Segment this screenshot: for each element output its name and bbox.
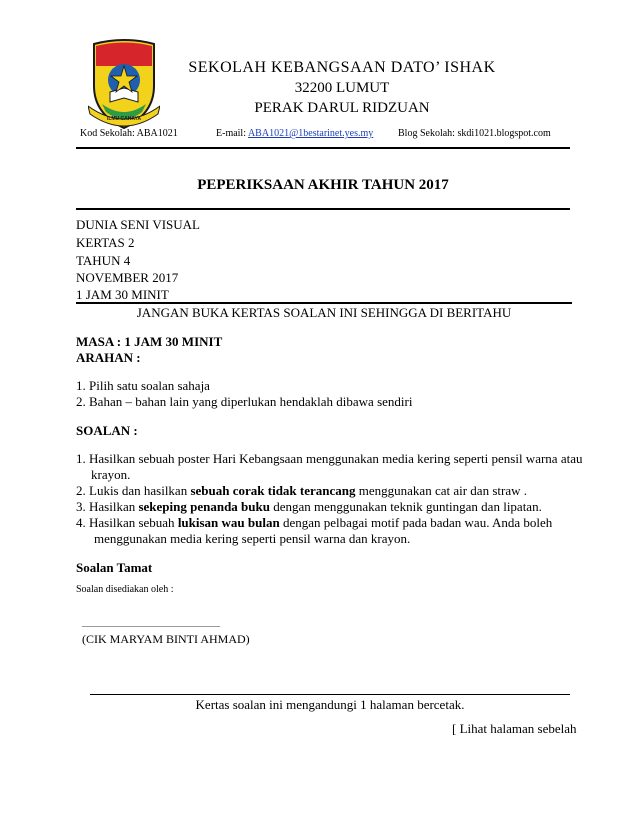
- question-3-end: dengan menggunakan teknik guntingan dan lipatan.: [269, 499, 542, 514]
- school-postcode-city: 32200 LUMUT: [294, 80, 390, 96]
- instruction-item: 2. Bahan – bahan lain yang diperlukan hendaklah dibawa sendiri: [76, 394, 413, 409]
- school-email: [216, 128, 373, 140]
- footer-next-page: [ Lihat halaman sebelah: [452, 721, 577, 736]
- school-state: PERAK DARUL RIDZUAN: [254, 100, 430, 116]
- school-code: Kod Sekolah: ABA1021: [80, 128, 178, 139]
- question-4-start: 4. Hasilkan sebuah: [76, 515, 178, 530]
- prepared-name: (CIK MARYAM BINTI AHMAD): [82, 632, 250, 646]
- question-2: [76, 483, 527, 499]
- questions-end: Soalan Tamat: [76, 560, 153, 575]
- exam-warning: JANGAN BUKA KERTAS SOALAN INI SEHINGGA DI BERITAHU: [136, 305, 512, 320]
- question-4-cont: menggunakan media kering seperti pensil warna dan krayon.: [94, 531, 411, 546]
- header-divider: [76, 147, 570, 149]
- exam-paper: KERTAS 2: [76, 235, 135, 250]
- email-label: E-mail:: [216, 128, 246, 139]
- title-divider: [76, 208, 570, 210]
- info-divider: [76, 302, 572, 304]
- question-4-emphasis: lukisan wau bulan: [177, 515, 280, 530]
- footer-pages: Kertas soalan ini mengandungi 1 halaman bercetak.: [195, 697, 465, 712]
- instruction-arahan: ARAHAN :: [76, 350, 141, 365]
- prepared-label: Soalan disediakan oleh :: [76, 584, 174, 595]
- school-blog: Blog Sekolah: skdi1021.blogspot.com: [398, 128, 551, 139]
- exam-subject: DUNIA SENI VISUAL: [76, 217, 200, 232]
- question-2-end: menggunakan cat air dan straw .: [355, 483, 527, 498]
- email-link[interactable]: ABA1021@1bestarinet.yes.my: [247, 128, 374, 139]
- exam-duration: 1 JAM 30 MINIT: [76, 287, 169, 302]
- question-3-emphasis: sekeping penanda buku: [138, 499, 270, 514]
- footer-divider: [90, 694, 570, 695]
- instruction-item: 1. Pilih satu soalan sahaja: [76, 378, 210, 393]
- crest-motto: ILMU CAHAYA: [106, 116, 142, 122]
- exam-title: PEPERIKSAAN AKHIR TAHUN 2017: [197, 177, 449, 193]
- question-1: 1. Hasilkan sebuah poster Hari Kebangsaan menggunakan media kering seperti pensil warna atau: [76, 451, 583, 466]
- question-4-end: dengan pelbagai motif pada badan wau. Anda boleh: [279, 515, 553, 530]
- instruction-masa: MASA : 1 JAM 30 MINIT: [76, 334, 223, 349]
- question-3: [76, 499, 542, 515]
- school-name: SEKOLAH KEBANGSAAN DATO’ ISHAK: [188, 59, 496, 76]
- question-1-cont: krayon.: [91, 467, 131, 482]
- question-2-emphasis: sebuah corak tidak terancang: [190, 483, 356, 498]
- question-3-start: 3. Hasilkan: [76, 499, 139, 514]
- exam-month: NOVEMBER 2017: [76, 270, 179, 285]
- question-4: [76, 515, 552, 531]
- exam-year: TAHUN 4: [76, 253, 131, 268]
- question-2-start: 2. Lukis dan hasilkan: [76, 483, 191, 498]
- signature-line: _______________________: [82, 614, 220, 628]
- questions-heading: SOALAN :: [76, 423, 138, 438]
